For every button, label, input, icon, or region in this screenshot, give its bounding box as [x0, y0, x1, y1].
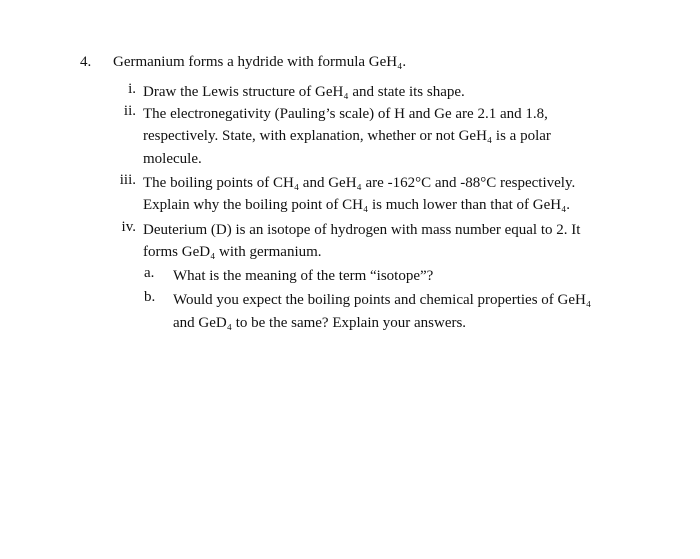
subpart-label-a: a. [144, 265, 155, 281]
part-text-ii: The electronegativity (Pauling’s scale) of H and Ge are 2.1 and 1.8, respectively. State, with explanation, whether or not GeH₄ is a polar molecule. [143, 106, 551, 167]
subpart-text-a: What is the meaning of the term “isotope”? [173, 268, 434, 284]
part-text-i: Draw the Lewis structure of GeH₄ and state its shape. [143, 84, 465, 100]
part-label-iii: iii. [119, 172, 136, 188]
subpart-label-b: b. [144, 289, 156, 305]
part-text-iii: The boiling points of CH₄ and GeH₄ are -162°C and -88°C respectively. Explain why the boiling point of CH₄ is much lower than that of GeH₄. [143, 175, 576, 214]
question-stem: Germanium forms a hydride with formula GeH₄. [113, 54, 407, 70]
subpart-text-b: Would you expect the boiling points and chemical properties of GeH₄ and GeD₄ to be the same? Explain your answers. [173, 292, 592, 331]
part-label-i: i. [128, 81, 136, 97]
question-number: 4. [80, 54, 92, 70]
part-text-iv: Deuterium (D) is an isotope of hydrogen with mass number equal to 2. It forms GeD₄ with germanium. [143, 222, 581, 261]
part-label-ii: ii. [123, 103, 136, 119]
part-label-iv: iv. [121, 219, 136, 235]
